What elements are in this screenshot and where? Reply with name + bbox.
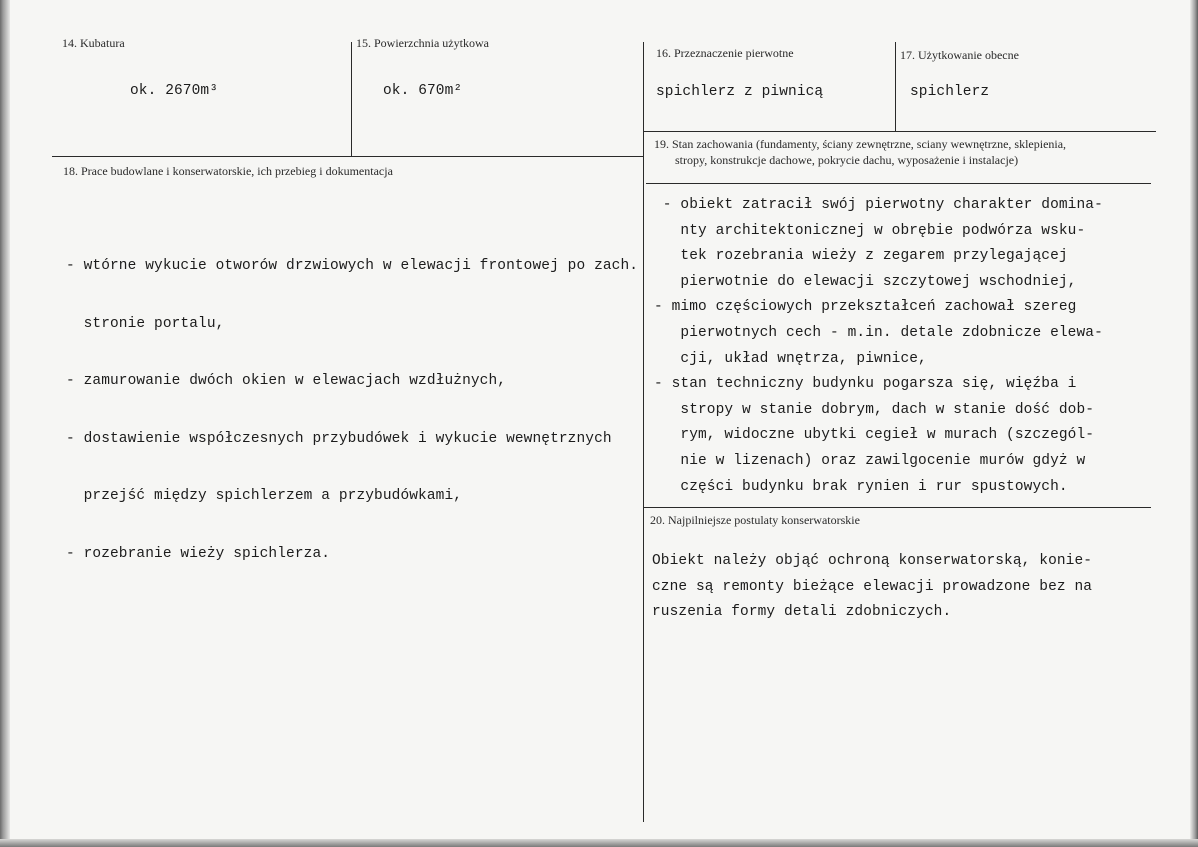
- field-19-label-line2: stropy, konstrukcje dachowe, pokrycie dachu, wyposażenie i instalacje): [675, 153, 1019, 167]
- rule-above-18: [52, 156, 644, 157]
- divider-14-15: [351, 42, 352, 156]
- field-20-line: Obiekt należy objąć ochroną konserwatorską, konie-: [652, 553, 1093, 569]
- field-20-content: [652, 549, 1092, 626]
- rule-above-19: [643, 131, 1156, 132]
- field-19-line: rym, widoczne ubytki cegieł w murach (szczegól-: [654, 427, 1095, 444]
- field-18-line: - zamurowanie dwóch okien w elewacjach wzdłużnych,: [66, 373, 507, 390]
- field-16-label: 16. Przeznaczenie pierwotne: [656, 46, 794, 60]
- field-17-label: 17. Użytkowanie obecne: [900, 48, 1019, 62]
- field-15-label: 15. Powierzchnia użytkowa: [356, 36, 489, 50]
- field-18-line: - rozebranie wieży spichlerza.: [66, 545, 331, 562]
- field-19-line: - obiekt zatracił swój pierwotny charakter domina-: [654, 197, 1103, 213]
- field-19-line: pierwotnych cech - m.in. detale zdobnicze elewa-: [654, 324, 1103, 341]
- field-19-line: tek rozebrania wieży z zegarem przylegającej: [654, 248, 1068, 265]
- field-19-line: pierwotnie do elewacji szczytowej wschodniej,: [654, 273, 1077, 290]
- field-19-line: nty architektonicznej w obrębie podwórza wsku-: [654, 222, 1086, 239]
- rule-above-20: [644, 507, 1151, 508]
- field-20-line: ruszenia formy detali zdobniczych.: [652, 604, 952, 621]
- field-14-value: ok. 2670m³: [130, 83, 219, 99]
- scan-edge-left: [0, 0, 10, 847]
- rule-below-19-header: [646, 183, 1151, 184]
- field-19-line: części budynku brak rynien i rur spustowych.: [654, 478, 1068, 495]
- scan-edge-right: [1190, 0, 1198, 847]
- field-19-content: [654, 193, 1103, 500]
- field-19-line: cji, układ wnętrza, piwnice,: [654, 350, 927, 367]
- field-20-label: 20. Najpilniejsze postulaty konserwatorskie: [650, 513, 860, 527]
- field-18-line: - dostawienie współczesnych przybudówek i wykucie wewnętrznych: [66, 430, 612, 447]
- field-18-line: przejść między spichlerzem a przybudówkami,: [66, 488, 463, 505]
- field-20-line: czne są remonty bieżące elewacji prowadzone bez na: [652, 578, 1093, 595]
- field-18-label: 18. Prace budowlane i konserwatorskie, ich przebieg i dokumentacja: [63, 164, 393, 178]
- field-14-label: 14. Kubatura: [62, 36, 125, 50]
- field-16-value: spichlerz z piwnicą: [656, 84, 824, 100]
- field-19-label-line1: 19. Stan zachowania (fundamenty, ściany zewnętrzne, sciany wewnętrzne, sklepienia,: [654, 137, 1067, 151]
- field-19-line: - mimo częściowych przekształceń zachował szereg: [654, 299, 1077, 316]
- field-19-line: - stan techniczny budynku pogarsza się, więźba i: [654, 376, 1077, 393]
- field-18-content: [66, 190, 638, 632]
- divider-16-17: [895, 42, 896, 132]
- field-17-value: spichlerz: [910, 84, 990, 100]
- scan-edge-bottom: [0, 839, 1198, 847]
- field-19-line: nie w lizenach) oraz zawilgocenie murów gdyż w: [654, 452, 1086, 469]
- field-18-line: stronie portalu,: [66, 315, 225, 332]
- field-19-line: stropy w stanie dobrym, dach w stanie dość dob-: [654, 401, 1095, 418]
- divider-15-16: [643, 42, 644, 822]
- field-15-value: ok. 670m²: [383, 83, 463, 99]
- field-18-line: - wtórne wykucie otworów drzwiowych w elewacji frontowej po zach.: [66, 258, 639, 274]
